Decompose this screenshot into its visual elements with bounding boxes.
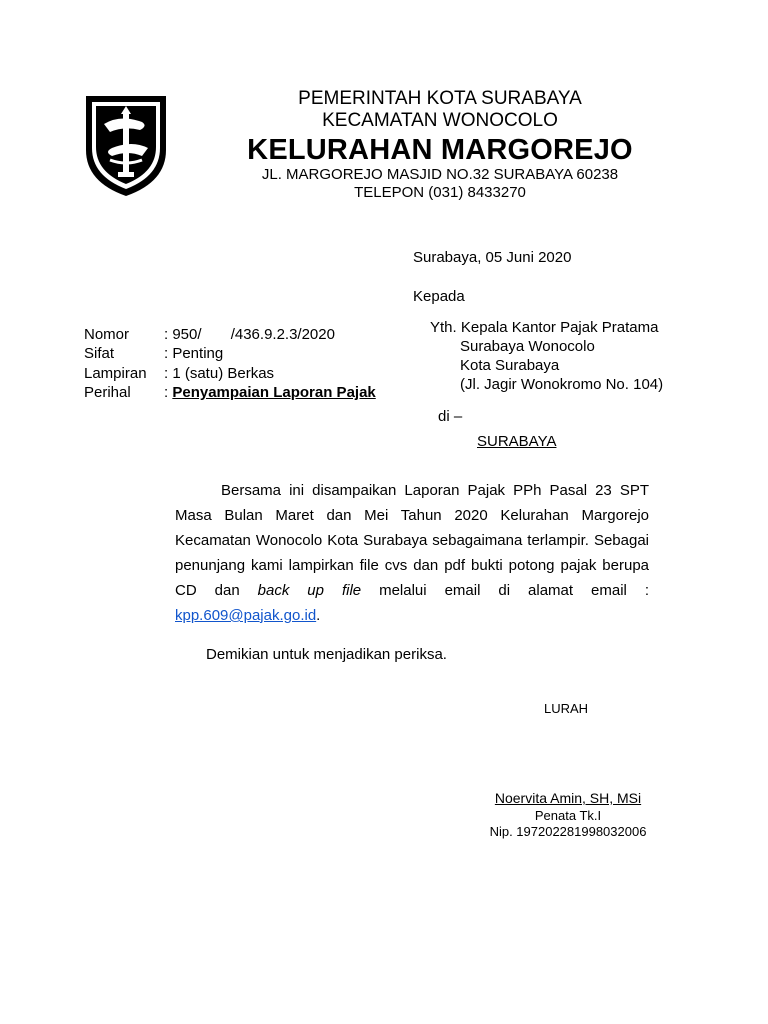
letter-date: Surabaya, 05 Juni 2020: [413, 249, 572, 266]
signature-nip: Nip. 197202281998032006: [489, 824, 647, 839]
surabaya-crest-icon: [80, 90, 172, 200]
body-paragraph: [175, 478, 649, 628]
recipient-line4: (Jl. Jagir Wonokromo No. 104): [460, 376, 664, 393]
signature-name: Noervita Amin, SH, MSi: [494, 790, 642, 806]
body-text-2: melalui email di alamat email :: [361, 582, 650, 599]
recipient-kepada: Kepada: [413, 288, 465, 305]
letterhead-phone: TELEPON (031) 8433270: [354, 184, 526, 201]
perihal-label: Perihal: [84, 384, 131, 401]
sifat-label: Sifat: [84, 345, 115, 362]
lampiran-label: Lampiran: [84, 365, 147, 382]
recipient-city: SURABAYA: [477, 433, 557, 450]
letterhead-title: KELURAHAN MARGOREJO: [247, 134, 633, 166]
perihal-colon: :: [164, 384, 173, 401]
body-italic: back up file: [257, 582, 362, 599]
signature-title: LURAH: [544, 701, 589, 716]
closing-line: Demikian untuk menjadikan periksa.: [206, 646, 447, 663]
body-text-3: .: [316, 607, 321, 624]
signature-rank: Penata Tk.I: [534, 808, 602, 823]
recipient-di: di –: [438, 408, 463, 425]
letterhead-address: JL. MARGOREJO MASJID NO.32 SURABAYA 60238: [261, 166, 619, 183]
recipient-line3: Kota Surabaya: [460, 357, 560, 374]
body-text-1: Bersama ini disampaikan Laporan Pajak PPh Pasal 23 SPT Masa Bulan Maret dan Mei Tahun 2020 Kelurahan Margorejo Kecamatan Wonocolo Kota Surabaya sebagaimana terlampir. Sebagai penunjang kami lampirkan file cvs dan pdf bukti potong pajak berupa CD dan: [175, 482, 649, 599]
lampiran-value: : 1 (satu) Berkas: [164, 365, 275, 382]
letterhead-line1: PEMERINTAH KOTA SURABAYA: [298, 88, 582, 109]
letterhead-line2: KECAMATAN WONOCOLO: [322, 110, 558, 131]
recipient-line1: Yth. Kepala Kantor Pajak Pratama: [430, 319, 659, 336]
email-link[interactable]: kpp.609@pajak.go.id: [175, 607, 317, 624]
sifat-value: : Penting: [164, 345, 224, 362]
recipient-line2: Surabaya Wonocolo: [460, 338, 595, 355]
perihal-row: [164, 383, 376, 402]
nomor-value: : 950/ /436.9.2.3/2020: [164, 326, 335, 343]
nomor-label: Nomor: [84, 326, 130, 343]
perihal-value: Penyampaian Laporan Pajak: [172, 384, 376, 401]
